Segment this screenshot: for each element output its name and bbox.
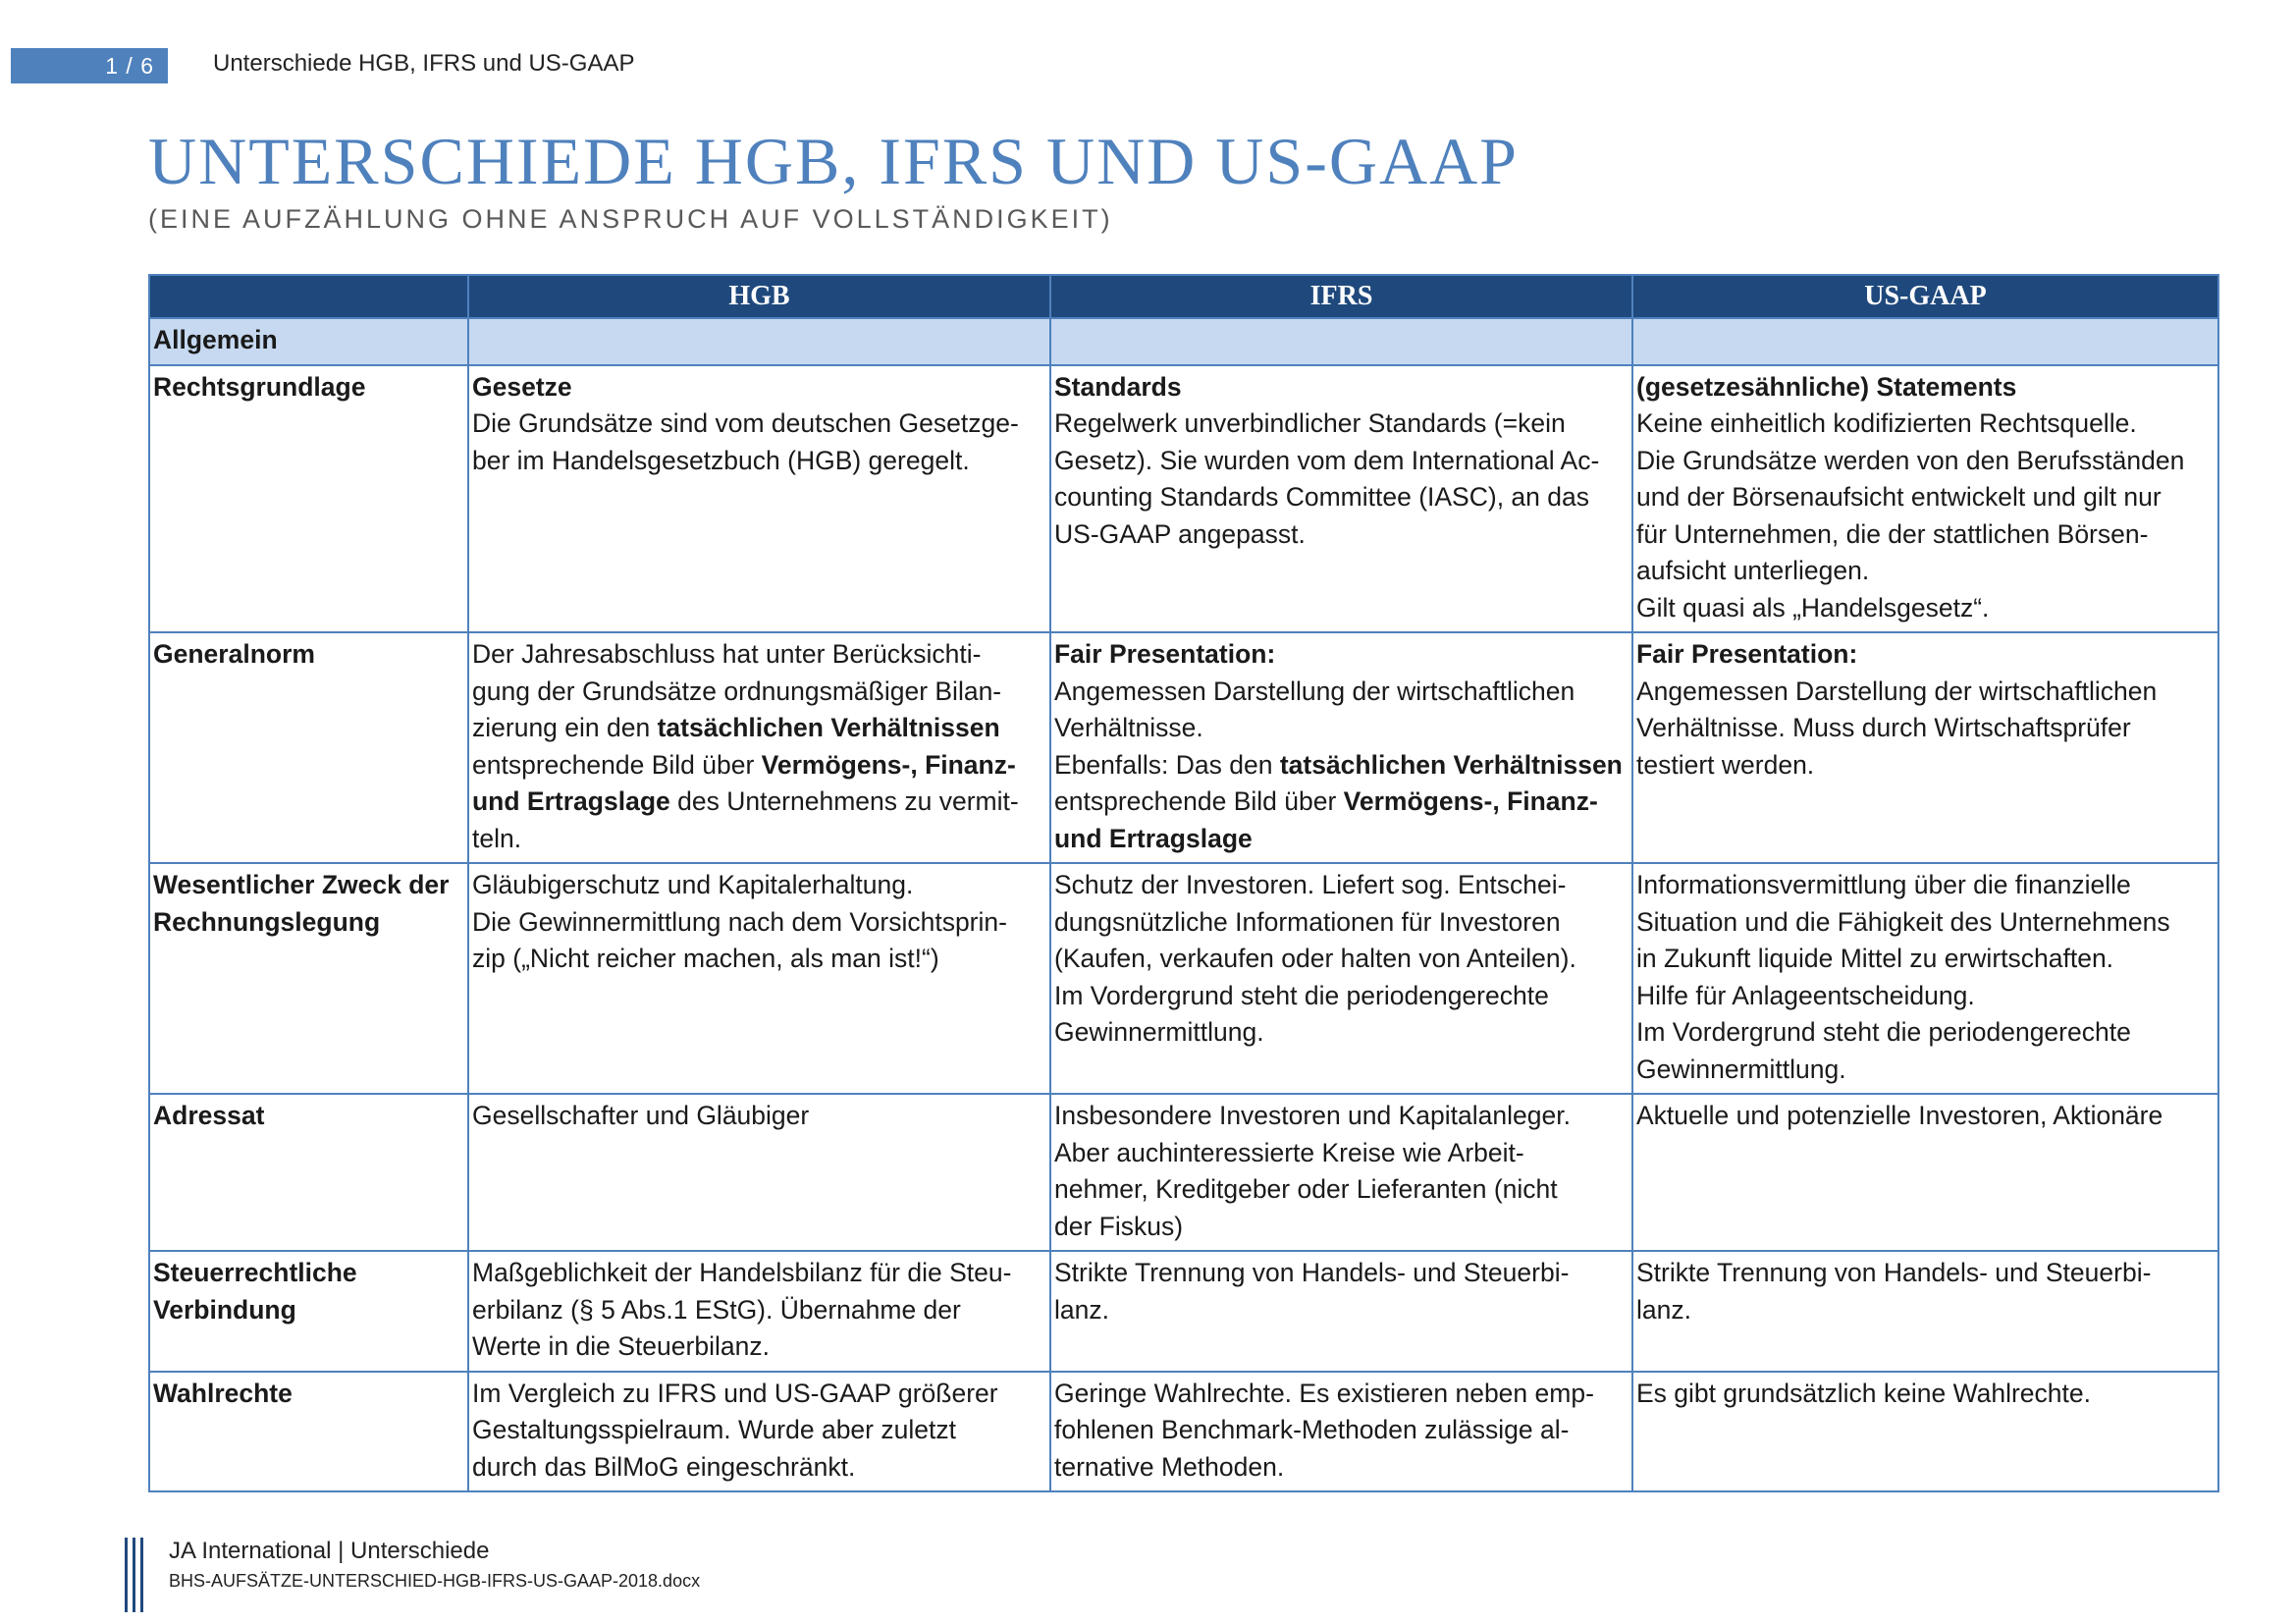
cell-line: Strikte Trennung von Handels- und Steuerbi- [1054,1258,1570,1287]
cell-hgb [468,1372,1050,1492]
table-row-wahlrechte [149,1372,2218,1492]
cell-line: und der Börsenaufsicht entwickelt und gilt nur [1636,482,2162,512]
table-row-zweck [149,863,2218,1094]
cell-usgaap [1632,365,2218,633]
cell-line: Gewinnermittlung. [1054,1017,1264,1047]
cell-line: Im Vordergrund steht die periodengerechte [1054,980,1549,1010]
page-indicator: 1 / 6 [11,48,168,83]
cell-line: der Fiskus) [1054,1211,1184,1241]
cell-line: Die Gewinnermittlung nach dem Vorsichtsprin- [472,906,1007,937]
cell-line [1054,747,1629,785]
footer-org-line [169,1538,489,1565]
cell-line: testiert werden. [1636,749,1815,780]
cell-usgaap [1632,863,2218,1094]
cell-usgaap [1632,1094,2218,1251]
cell-ifrs [1050,632,1632,863]
cell-line: Der Jahresabschluss hat unter Berücksichti- [472,639,982,669]
cell-line [472,784,1047,821]
cell-line: lanz. [1636,1294,1691,1325]
cell-ifrs [1050,365,1632,633]
column-header-ifrs: IFRS [1050,275,1632,318]
cell-hgb [468,365,1050,633]
cell-line: Gestaltungsspielraum. Wurde aber zuletzt [472,1415,956,1444]
cell-line: (Kaufen, verkaufen oder halten von Anteilen). [1054,944,1576,973]
cell-line: Informationsvermittlung über die finanzielle [1636,870,2131,899]
text-run: entsprechende Bild über [1054,786,1344,816]
section-cell [1050,318,1632,365]
row-label-line: Verbindung [153,1294,296,1325]
bold-run: tatsächlichen Verhältnissen [1279,749,1623,780]
cell-line: ber im Handelsgesetzbuch (HGB) geregelt. [472,445,970,475]
section-cell [1632,318,2218,365]
cell-line: Angemessen Darstellung der wirtschaftlichen [1636,676,2158,706]
row-label [149,863,468,1094]
cell-ifrs [1050,863,1632,1094]
cell-line: Maßgeblichkeit der Handelsbilanz für die Steu- [472,1258,1012,1287]
footer-bar [133,1538,135,1612]
cell-line: Im Vergleich zu IFRS und US-GAAP größerer [472,1378,998,1408]
row-label: Generalnorm [149,632,468,863]
footer-section: Unterschiede [350,1538,490,1564]
cell-line: Die Grundsätze sind vom deutschen Gesetzge- [472,408,1019,438]
cell-ifrs [1050,1372,1632,1492]
cell-line [1054,784,1629,821]
cell-line: Gewinnermittlung. [1636,1054,1846,1084]
bold-run: tatsächlichen Verhältnissen [657,713,1000,742]
cell-hgb [468,1094,1050,1251]
table-row-generalnorm [149,632,2218,863]
cell-line: Situation und die Fähigkeit des Unternehmens [1636,906,2170,937]
row-label: Adressat [149,1094,468,1251]
cell-line: Im Vordergrund steht die periodengerechte [1636,1017,2131,1047]
row-label-line: Wesentlicher Zweck der [153,870,450,899]
cell-line: für Unternehmen, die der stattlichen Börsen- [1636,518,2149,549]
cell-line: aufsicht unterliegen. [1636,556,1870,585]
cell-line: Gläubigerschutz und Kapitalerhaltung. [472,870,914,899]
cell-line [472,710,1047,747]
cell-hgb [468,863,1050,1094]
table-header-row [149,275,2218,318]
cell-title: Gesetze [472,371,572,402]
cell-title: Standards [1054,371,1182,402]
cell-line: Angemessen Darstellung der wirtschaftlichen [1054,676,1575,706]
column-header-usgaap: US-GAAP [1632,275,2218,318]
cell-line: Geringe Wahlrechte. Es existieren neben emp- [1054,1378,1594,1408]
cell-line: Es gibt grundsätzlich keine Wahlrechte. [1636,1378,2091,1408]
cell-line: ternative Methoden. [1054,1451,1285,1482]
row-label [149,1251,468,1372]
document-title: UNTERSCHIEDE HGB, IFRS UND US-GAAP [148,124,1519,198]
cell-line: durch das BilMoG eingeschränkt. [472,1451,856,1482]
cell-line [472,747,1047,785]
bold-run: und Ertragslage [472,786,670,816]
row-label-line: Rechnungslegung [153,906,381,937]
text-run: entsprechende Bild über [472,749,762,780]
cell-line: Aktuelle und potenzielle Investoren, Aktionäre [1636,1101,2163,1130]
cell-line: Schutz der Investoren. Liefert sog. Entschei- [1054,870,1567,899]
cell-hgb [468,1251,1050,1372]
cell-usgaap [1632,632,2218,863]
cell-line: zip („Nicht reicher machen, als man ist!“) [472,944,939,973]
cell-line: erbilanz (§ 5 Abs.1 EStG). Übernahme der [472,1294,961,1325]
cell-line: US-GAAP angepasst. [1054,518,1306,549]
cell-line: Verhältnisse. [1054,713,1203,742]
cell-ifrs [1050,1094,1632,1251]
cell-hgb [468,632,1050,863]
cell-line: Hilfe für Anlageentscheidung. [1636,980,1975,1010]
text-run: des Unternehmens zu vermit- [669,786,1019,816]
cell-line: lanz. [1054,1294,1109,1325]
cell-line: Werte in die Steuerbilanz. [472,1331,770,1361]
footer-bar [140,1538,143,1612]
text-run: zierung ein den [472,713,658,742]
section-cell [468,318,1050,365]
footer-separator: | [331,1538,351,1564]
cell-line: Gilt quasi als „Handelsgesetz“. [1636,592,1990,623]
document-subtitle: (EINE AUFZÄHLUNG OHNE ANSPRUCH AUF VOLLSTÄNDIGKEIT) [148,204,1113,234]
cell-line: Gesellschafter und Gläubiger [472,1101,810,1130]
cell-line: Keine einheitlich kodifizierten Rechtsquelle. [1636,408,2137,438]
footer-filename: BHS-AUFSÄTZE-UNTERSCHIED-HGB-IFRS-US-GAAP-2018.docx [169,1571,701,1591]
row-label: Wahlrechte [149,1372,468,1492]
cell-title: Fair Presentation: [1054,639,1276,669]
row-label: Rechtsgrundlage [149,365,468,633]
cell-line: Gesetz). Sie wurden vom dem International Ac- [1054,445,1600,475]
cell-line: Regelwerk unverbindlicher Standards (=kein [1054,408,1566,438]
bold-run: Vermögens-, Finanz- [761,749,1016,780]
section-row-allgemein [149,318,2218,365]
table-row-steuer [149,1251,2218,1372]
cell-line: counting Standards Committee (IASC), an das [1054,482,1589,512]
cell-usgaap [1632,1372,2218,1492]
cell-line: und Ertragslage [1054,823,1253,853]
footer-bar [125,1538,128,1612]
cell-title: (gesetzesähnliche) Statements [1636,371,2017,402]
comparison-table [148,274,2219,1492]
footer-org: JA International [169,1538,332,1564]
cell-line: Verhältnisse. Muss durch Wirtschaftsprüfer [1636,713,2131,742]
table-row-rechtsgrundlage [149,365,2218,633]
cell-ifrs [1050,1251,1632,1372]
cell-line: Insbesondere Investoren und Kapitalanleger. [1054,1101,1571,1130]
cell-title: Fair Presentation: [1636,639,1858,669]
column-header-hgb: HGB [468,275,1050,318]
row-label-line: Steuerrechtliche [153,1258,357,1287]
footer-bars-icon [125,1538,146,1612]
cell-line: nehmer, Kreditgeber oder Lieferanten (nicht [1054,1174,1558,1204]
cell-line: Strikte Trennung von Handels- und Steuerbi- [1636,1258,2152,1287]
cell-line: teln. [472,823,522,853]
cell-line: in Zukunft liquide Mittel zu erwirtschaften. [1636,944,2114,973]
running-header-title: Unterschiede HGB, IFRS und US-GAAP [213,50,635,77]
column-header-empty [149,275,468,318]
cell-usgaap [1632,1251,2218,1372]
cell-line: Aber auchinteressierte Kreise wie Arbeit- [1054,1137,1524,1167]
section-label: Allgemein [149,318,468,365]
cell-line: Die Grundsätze werden von den Berufsständen [1636,445,2185,475]
text-run: Ebenfalls: Das den [1054,749,1280,780]
table-row-adressat [149,1094,2218,1251]
cell-line: gung der Grundsätze ordnungsmäßiger Bilan- [472,676,1002,706]
cell-line: fohlenen Benchmark-Methoden zulässige al- [1054,1415,1570,1444]
cell-line: dungsnützliche Informationen für Investoren [1054,906,1561,937]
bold-run: Vermögens-, Finanz- [1343,786,1598,816]
